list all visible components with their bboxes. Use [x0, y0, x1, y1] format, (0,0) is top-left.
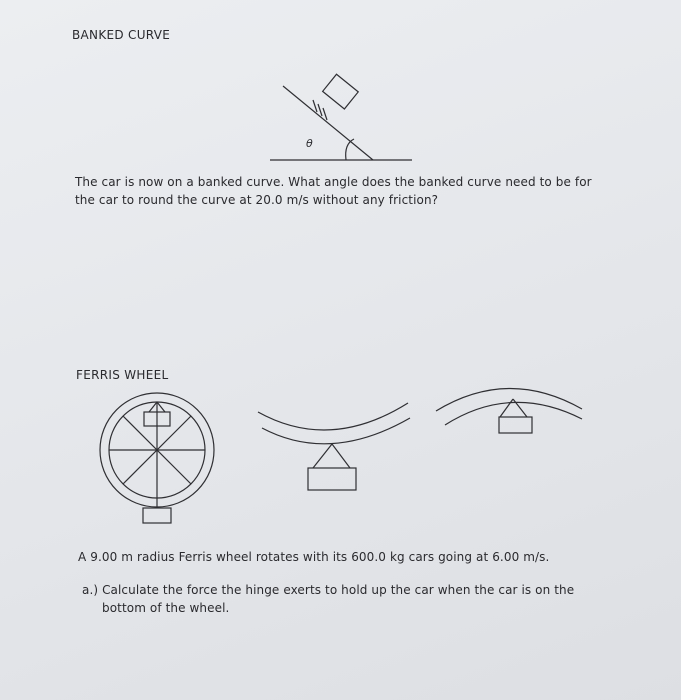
- angle-symbol: θ: [306, 137, 313, 150]
- banked-paragraph-line-1: The car is now on a banked curve. What angle does the banked curve need to be for: [75, 175, 592, 189]
- ferris-wheel-heading: FERRIS WHEEL: [76, 368, 169, 382]
- banked-curve-heading: BANKED CURVE: [72, 28, 171, 42]
- top-position-sketch: [436, 388, 582, 433]
- bottom-position-sketch: [258, 403, 410, 490]
- banked-paragraph-line-2: the car to round the curve at 20.0 m/s without any friction?: [75, 193, 439, 207]
- ferris-wheel: [100, 393, 214, 523]
- ferris-part-a-line-1: a.) Calculate the force the hinge exerts to hold up the car when the car is on the: [82, 583, 575, 597]
- ferris-problem-line: A 9.00 m radius Ferris wheel rotates with its 600.0 kg cars going at 6.00 m/s.: [78, 550, 550, 564]
- ferris-part-a-line-2: bottom of the wheel.: [102, 601, 230, 615]
